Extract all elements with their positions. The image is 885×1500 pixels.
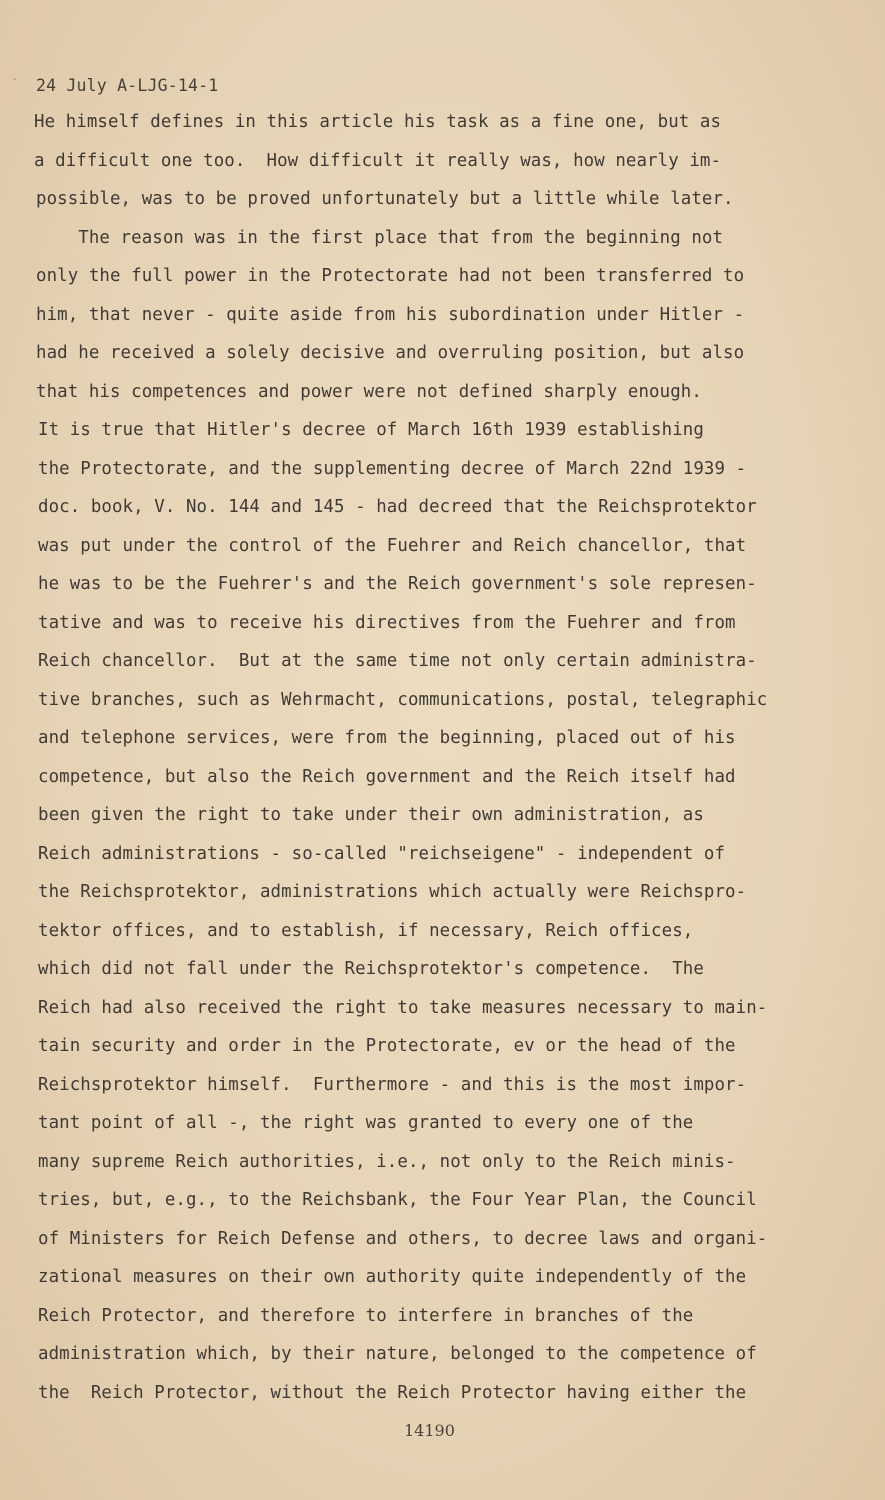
text-line: He himself defines in this article his task as a fine one, but as	[34, 112, 722, 132]
text-line: him, that never - quite aside from his subordination under Hitler -	[36, 305, 745, 325]
text-line: the Reichsprotektor, administrations which actually were Reichspro-	[38, 882, 747, 902]
text-line: Reich Protector, and therefore to interfere in branches of the	[38, 1306, 694, 1326]
text-line: been given the right to take under their own administration, as	[38, 805, 704, 825]
text-line: the Protectorate, and the supplementing decree of March 22nd 1939 -	[38, 459, 747, 479]
text-line: Reich administrations - so-called "reichseigene" - independent of	[38, 844, 726, 864]
text-line: Reichsprotektor himself. Furthermore - and this is the most impor-	[38, 1075, 747, 1095]
text-line: Reich chancellor. But at the same time not only certain administra-	[38, 651, 757, 671]
text-line: tektor offices, and to establish, if necessary, Reich offices,	[38, 921, 694, 941]
text-line: tive branches, such as Wehrmacht, communications, postal, telegraphic	[38, 690, 768, 710]
text-line: which did not fall under the Reichsprotektor's competence. The	[38, 959, 704, 979]
page-number: 14190	[404, 1421, 455, 1440]
margin-tick-mark: `	[12, 78, 19, 89]
text-line: that his competences and power were not defined sharply enough.	[36, 382, 702, 402]
text-line: a difficult one too. How difficult it really was, how nearly im-	[34, 151, 722, 171]
text-line: doc. book, V. No. 144 and 145 - had decreed that the Reichsprotektor	[38, 497, 757, 517]
text-line: Reich had also received the right to take measures necessary to main-	[38, 998, 768, 1018]
text-line: tain security and order in the Protectorate, ev or the head of the	[38, 1036, 736, 1056]
text-line: many supreme Reich authorities, i.e., not only to the Reich minis-	[38, 1152, 736, 1172]
text-line: tant point of all -, the right was granted to every one of the	[38, 1113, 694, 1133]
text-line: zational measures on their own authority quite independently of the	[38, 1267, 747, 1287]
text-line: only the full power in the Protectorate had not been transferred to	[36, 266, 745, 286]
text-line: of Ministers for Reich Defense and others, to decree laws and organi-	[38, 1229, 768, 1249]
text-line: administration which, by their nature, belonged to the competence of	[38, 1344, 757, 1364]
page-header: 24 July A-LJG-14-1	[36, 76, 219, 95]
text-line: It is true that Hitler's decree of March 16th 1939 establishing	[38, 420, 704, 440]
text-line: had he received a solely decisive and overruling position, but also	[36, 343, 745, 363]
text-line: possible, was to be proved unfortunately but a little while later.	[36, 189, 734, 209]
text-line: The reason was in the first place that from the beginning not	[36, 228, 724, 248]
text-line: tries, but, e.g., to the Reichsbank, the Four Year Plan, the Council	[38, 1190, 757, 1210]
text-line: the Reich Protector, without the Reich Protector having either the	[38, 1383, 747, 1403]
text-line: and telephone services, were from the beginning, placed out of his	[38, 728, 736, 748]
text-line: was put under the control of the Fuehrer and Reich chancellor, that	[38, 536, 747, 556]
text-line: he was to be the Fuehrer's and the Reich government's sole represen-	[38, 574, 757, 594]
text-line: tative and was to receive his directives from the Fuehrer and from	[38, 613, 736, 633]
text-line: competence, but also the Reich government and the Reich itself had	[38, 767, 736, 787]
